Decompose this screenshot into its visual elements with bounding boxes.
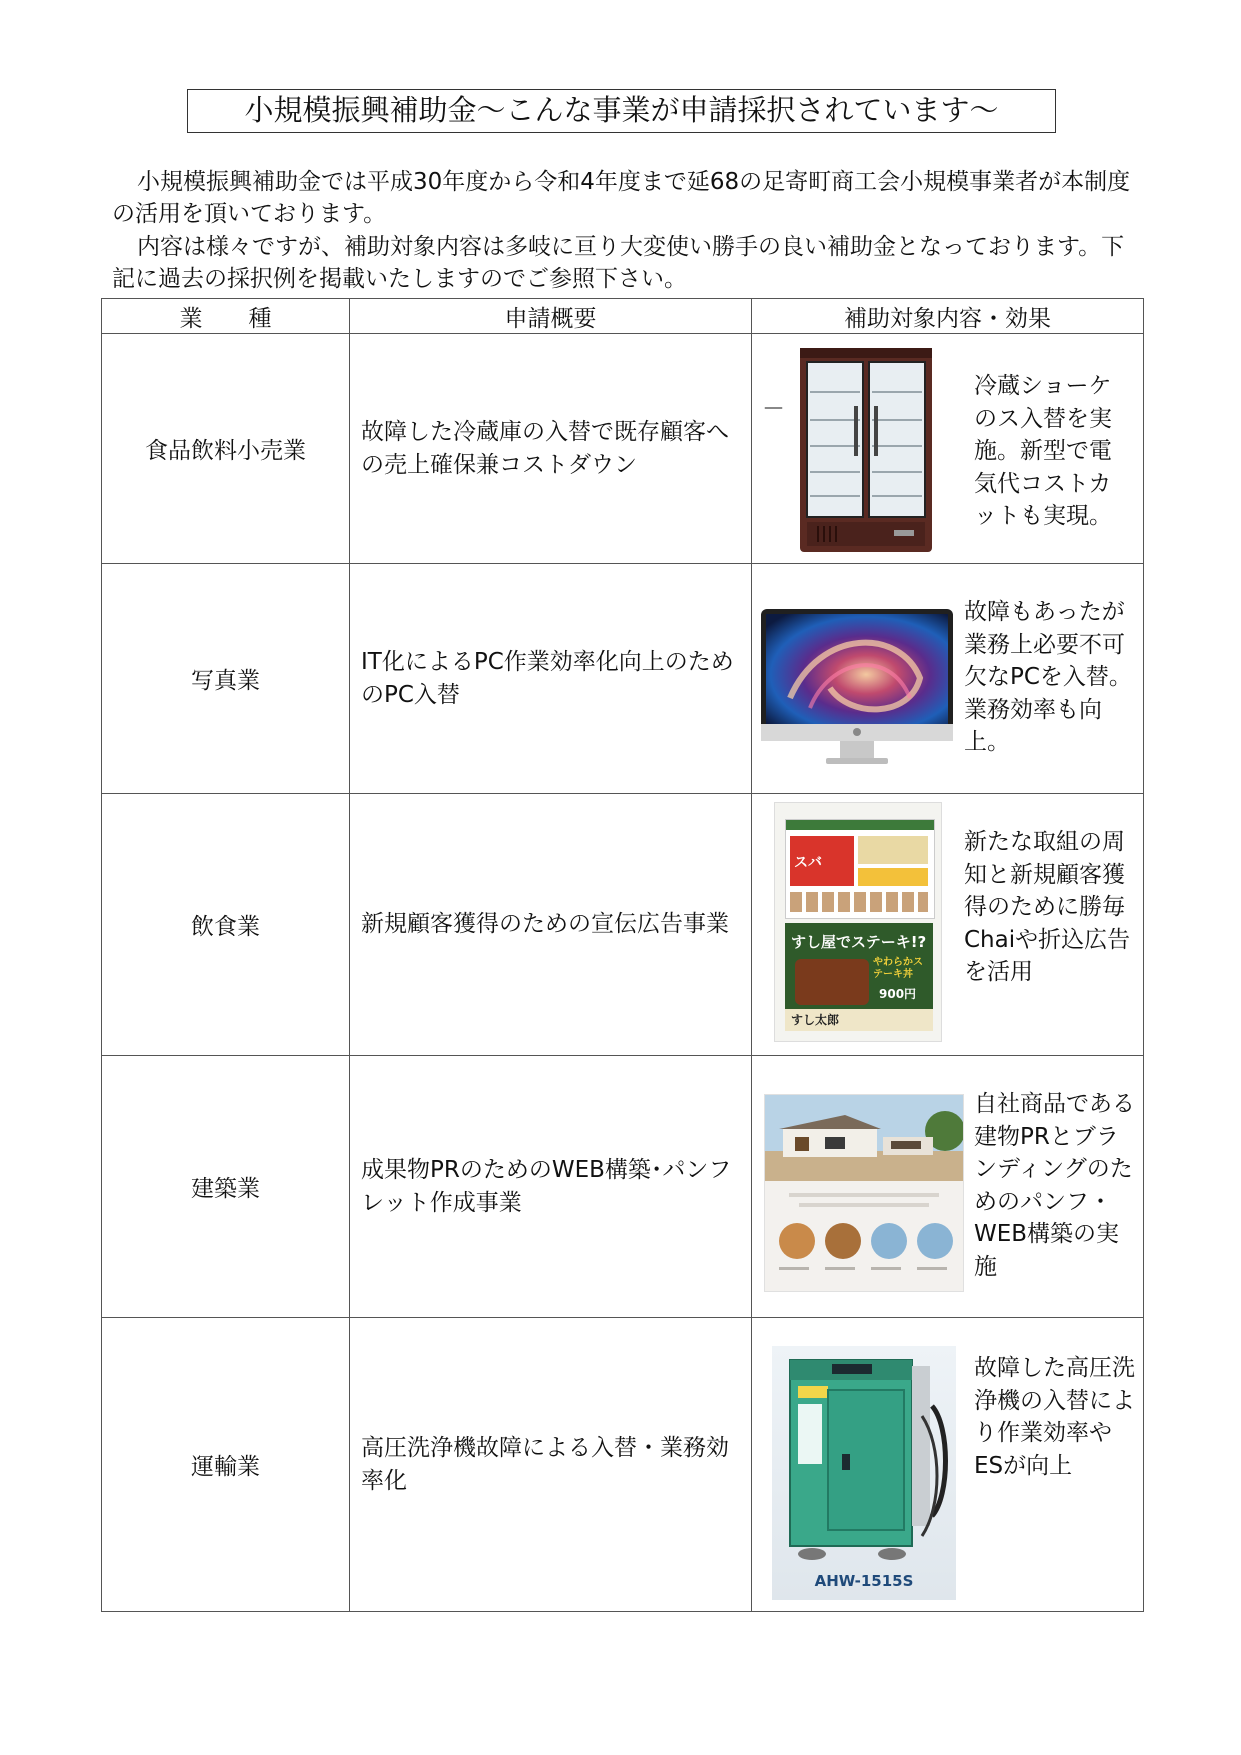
effect-cell [752, 1318, 1144, 1612]
desktop-computer-icon [760, 608, 954, 766]
intro-paragraph-2: 内容は様々ですが、補助対象内容は多岐に亘り大変使い勝手の良い補助金となっております。下記に過去の採択例を掲載いたしますのでご参照下さい。 [112, 234, 1125, 292]
industry-cell: 食品飲料小売業 [102, 334, 350, 564]
summary-cell: 新規顧客獲得のための宣伝広告事業 [350, 794, 752, 1056]
pressure-washer-image [772, 1346, 956, 1600]
flyer-shop-name: すし太郎 [791, 1013, 840, 1027]
flyer-strip [790, 892, 928, 912]
effect-text: 冷蔵ショーケのス入替を実施。新型で電気代コストカットも実現。 [974, 373, 1112, 529]
website-circle-photo [825, 1223, 861, 1259]
flyer-promo: やわらかステーキ丼 [873, 957, 923, 980]
intro-paragraph-1: 小規模振興補助金では平成30年度から令和4年度まで延68の足寄町商工会小規模事業者が本制度の活用を頂いております。 [112, 169, 1131, 227]
summary-cell: 故障した冷蔵庫の入替で既存顧客への売上確保兼コストダウン [350, 334, 752, 564]
examples-table [101, 298, 1144, 1612]
flyer-price: 900円 [879, 987, 917, 1001]
pressure-washer-drawing [772, 1346, 956, 1576]
website-screenshot-image [764, 1094, 964, 1292]
table-row [102, 564, 1144, 794]
flyer-image [774, 802, 942, 1042]
effect-text: 故障もあったが業務上必要不可欠なPCを入替。業務効率も向上。 [964, 599, 1132, 755]
effect-cell [752, 564, 1144, 794]
industry-cell: 飲食業 [102, 794, 350, 1056]
industry-cell: 建築業 [102, 1056, 350, 1318]
effect-cell [752, 1056, 1144, 1318]
summary-cell: IT化によるPC作業効率化向上のためのPC入替 [350, 564, 752, 794]
website-circle-icon [917, 1223, 953, 1259]
model-label: AHW-1515S [814, 1572, 914, 1590]
table-row [102, 1318, 1144, 1612]
building-photo [765, 1095, 963, 1181]
effect-cell [752, 794, 1144, 1056]
website-caption-line [779, 1267, 953, 1270]
flyer-photo-block [858, 836, 928, 864]
flyer-steak-photo [795, 959, 869, 1005]
website-text-line [799, 1203, 929, 1207]
summary-cell: 成果物PRのためのWEB構築･パンフレット作成事業 [350, 1056, 752, 1318]
effect-text: 自社商品である建物PRとブランディングのためのパンフ・WEB構築の実施 [974, 1091, 1135, 1280]
dash-mark: － [762, 396, 785, 422]
summary-cell: 高圧洗浄機故障による入替・業務効率化 [350, 1318, 752, 1612]
effect-cell [752, 334, 1144, 564]
flyer-headline: すし屋でステーキ!? [791, 933, 927, 951]
header-industry: 業 種 [102, 299, 350, 334]
industry-cell: 運輸業 [102, 1318, 350, 1612]
refrigerated-showcase-icon [798, 346, 934, 554]
flyer-top-stripe [786, 820, 934, 830]
website-circle-icon [871, 1223, 907, 1259]
website-circle-photo [779, 1223, 815, 1259]
table-row [102, 1056, 1144, 1318]
flyer-top-panel [785, 819, 935, 919]
table-row [102, 334, 1144, 564]
page-title: 小規模振興補助金～こんな事業が申請採択されています～ [187, 89, 1056, 133]
effect-text: 新たな取組の周知と新規顧客獲得のために勝毎Chaiや折込広告を活用 [964, 829, 1131, 985]
flyer-red-text: スバ [794, 855, 822, 871]
header-effect: 補助対象内容・効果 [752, 299, 1144, 334]
industry-cell: 写真業 [102, 564, 350, 794]
flyer-yellow-block [858, 868, 928, 886]
table-header-row [102, 299, 1144, 334]
table-row [102, 794, 1144, 1056]
effect-text: 故障した高圧洗浄機の入替により作業効率やESが向上 [974, 1355, 1135, 1479]
flyer-bottom-panel [785, 923, 933, 1031]
header-summary: 申請概要 [350, 299, 752, 334]
website-text-line [789, 1193, 939, 1197]
